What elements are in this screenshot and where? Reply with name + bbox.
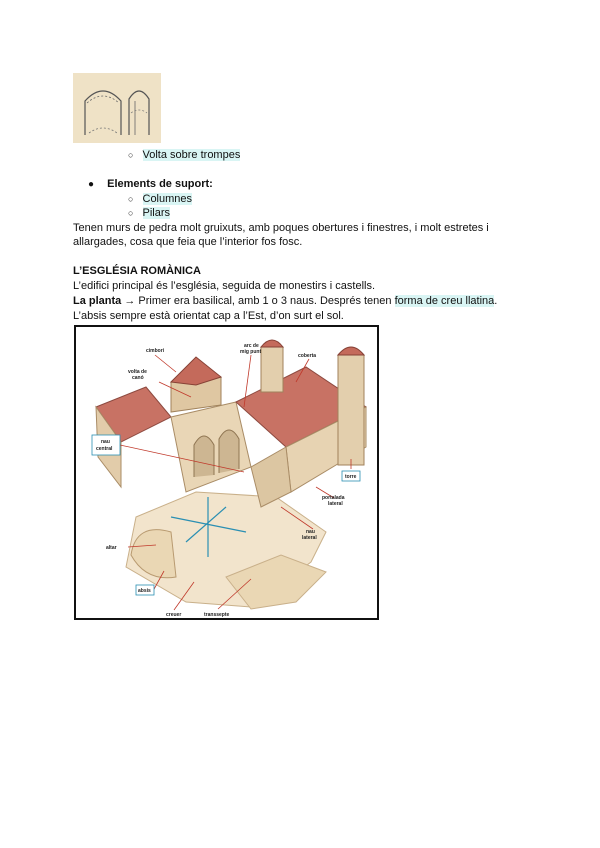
- label-coberta: coberta: [298, 353, 317, 359]
- label-nau-central-line-2: central: [96, 446, 113, 452]
- church-drawing: [76, 327, 377, 618]
- walls-paragraph-line-1: Tenen murs de pedra molt gruixuts, amb poques obertures i finestres, i molt estretes i: [73, 222, 489, 234]
- hollow-bullet-icon: ○: [128, 150, 134, 160]
- list-item-columnes: [128, 192, 192, 206]
- label-transsepte: transsepte: [204, 612, 230, 618]
- label-volta-line-1: volta de: [128, 369, 147, 375]
- label-nau-lateral-line-1: nau: [306, 529, 315, 535]
- supports-heading-text: Elements de suport:: [107, 178, 213, 190]
- label-absis: absis: [138, 588, 151, 594]
- vault-sketch-drawing: [73, 73, 161, 143]
- list-item-pilars: [128, 206, 170, 220]
- label-altar: altar: [106, 545, 117, 551]
- planta-end: .: [494, 295, 498, 307]
- filled-bullet-icon: ●: [88, 179, 95, 190]
- section-title: L’ESGLÉSIA ROMÀNICA: [73, 265, 201, 277]
- section-line-3: L’absis sempre està orientat cap a l’Est, d’on surt el sol.: [73, 310, 344, 322]
- list-item-pilars-text: Pilars: [142, 207, 171, 219]
- planta-highlight: forma de creu llatina: [394, 295, 495, 307]
- section-line-planta: [73, 294, 497, 308]
- label-volta-line-2: canó: [132, 375, 144, 381]
- label-torre: torre: [345, 474, 357, 480]
- label-arc-line-2: mig punt: [240, 349, 262, 355]
- list-item-columnes-text: Columnes: [142, 193, 193, 205]
- list-item-volta: [128, 148, 240, 162]
- label-arc-line-1: arc de: [244, 343, 259, 349]
- label-portalada-line-1: portalada: [322, 495, 345, 501]
- planta-text: → Primer era basilical, amb 1 o 3 naus. Després tenen: [121, 295, 395, 307]
- romanesque-church-illustration: [74, 325, 379, 620]
- label-nau-central-line-1: nau: [101, 439, 110, 445]
- label-nau-lateral-line-2: lateral: [302, 535, 317, 541]
- hollow-bullet-icon: ○: [128, 194, 134, 204]
- vault-sketch-image: [73, 73, 161, 143]
- walls-paragraph-line-2: allargades, cosa que feia que l’interior fos fosc.: [73, 236, 303, 248]
- hollow-bullet-icon: ○: [128, 208, 134, 218]
- planta-label: La planta: [73, 295, 122, 307]
- label-portalada-line-2: lateral: [328, 501, 343, 507]
- label-creuer: creuer: [166, 612, 182, 618]
- list-item-volta-text: Volta sobre trompes: [142, 149, 241, 161]
- supports-heading: [88, 177, 213, 192]
- label-cimbori: cimbori: [146, 348, 165, 354]
- section-line-1: L’edifici principal és l’església, seguida de monestirs i castells.: [73, 280, 376, 292]
